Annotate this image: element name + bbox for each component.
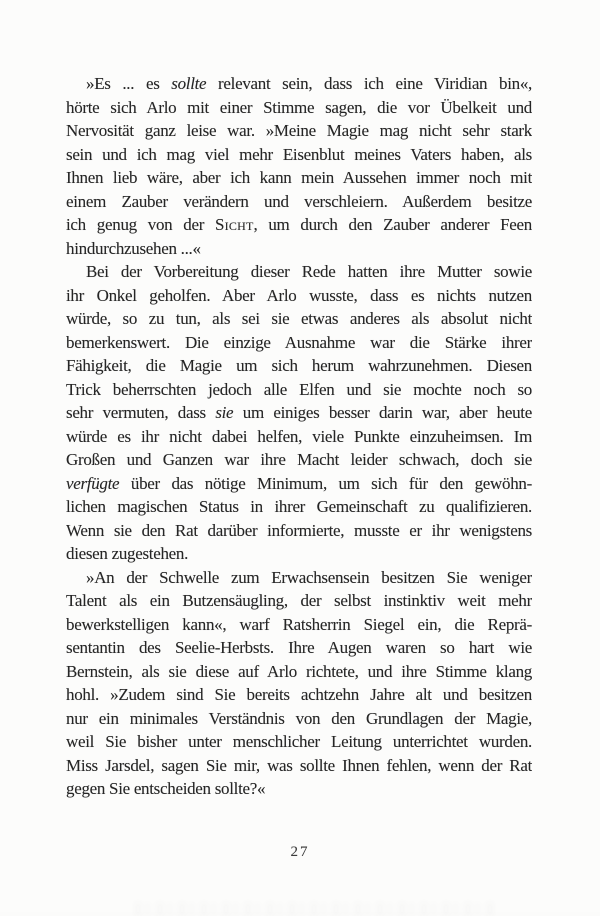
text-line: hohl. »Zudem sind Sie bereits achtzehn Jahre alt und besitzen [66,685,532,704]
paragraph [66,72,532,260]
text-line: sentantin des Seelie-Herbsts. Ihre Augen waren so hart wie [66,638,532,657]
text-line: weil Sie bisher unter menschlicher Leitung unterrichtet wurden. [66,732,532,751]
text-line: Talent als ein Butzensäugling, der selbst instinktiv weit mehr [66,591,532,610]
text-line: Miss Jarsdel, sagen Sie mir, was sollte Ihnen fehlen, wenn der Rat [66,755,532,775]
text-line: Bei der Vorbereitung dieser Rede hatten ihre Mutter sowie [86,262,532,281]
text-line: hindurchzusehen ...« [66,238,201,258]
text-line: gegen Sie entscheiden sollte?« [66,779,266,798]
text-line: würde es ihr nicht dabei helfen, viele Punkte einzuheimsen. Im [66,426,532,446]
text-line: ihr Onkel geholfen. Aber Arlo wusste, dass es nichts nutzen [66,285,532,305]
text-line: lichen magischen Status in ihrer Gemeinschaft zu qualifizieren. [66,497,532,516]
text-line: »An der Schwelle zum Erwachsensein besitzen Sie weniger [86,567,532,587]
body-text [66,72,532,801]
text-line: einem Zauber verändern und verschleiern. Außerdem besitze [66,191,532,211]
text-line: hörte sich Arlo mit einer Stimme sagen, die vor Übelkeit und [66,97,532,117]
page-number: 27 [290,844,310,860]
text-line: sein und ich mag viel mehr Eisenblut meines Vaters haben, als [66,144,532,164]
text-line: ich genug von der Sicht, um durch den Zauber anderer Feen [66,215,532,234]
page-bleed-through-decoration [135,902,495,916]
text-line: Trick beherrschten jedoch alle Elfen und sie mochte noch so [66,379,532,399]
text-line: bewerkstelligen kann«, warf Ratsherrin Siegel ein, die Reprä- [66,614,532,634]
text-line: Fähigkeit, die Magie um sich herum wahrzunehmen. Diesen [66,356,532,375]
text-line: nur ein minimales Verständnis von den Grundlagen der Magie, [66,708,532,728]
text-line: Wenn sie den Rat darüber informierte, musste er ihr wenigstens [66,520,532,540]
paragraph [66,566,532,801]
text-line: würde, so zu tun, als sei sie etwas anderes als absolut nicht [66,309,532,328]
text-line: Großen und Ganzen war ihre Macht leider schwach, doch sie [66,450,532,469]
paragraph [66,260,532,566]
text-line: sehr vermuten, dass sie um einiges besser darin war, aber heute [66,403,532,422]
text-line: verfügte über das nötige Minimum, um sich für den gewöhn- [66,473,532,493]
text-line: bemerkenswert. Die einzige Ausnahme war die Stärke ihrer [66,332,532,352]
text-line: Nervosität ganz leise war. »Meine Magie mag nicht sehr stark [66,121,532,140]
text-line: »Es ... es sollte relevant sein, dass ich eine Viridian bin«, [86,74,532,93]
text-line: Bernstein, als sie diese auf Arlo richtete, und ihre Stimme klang [66,661,532,681]
text-line: diesen zugestehen. [66,544,189,563]
text-line: Ihnen lieb wäre, aber ich kann mein Aussehen immer noch mit [66,168,532,187]
